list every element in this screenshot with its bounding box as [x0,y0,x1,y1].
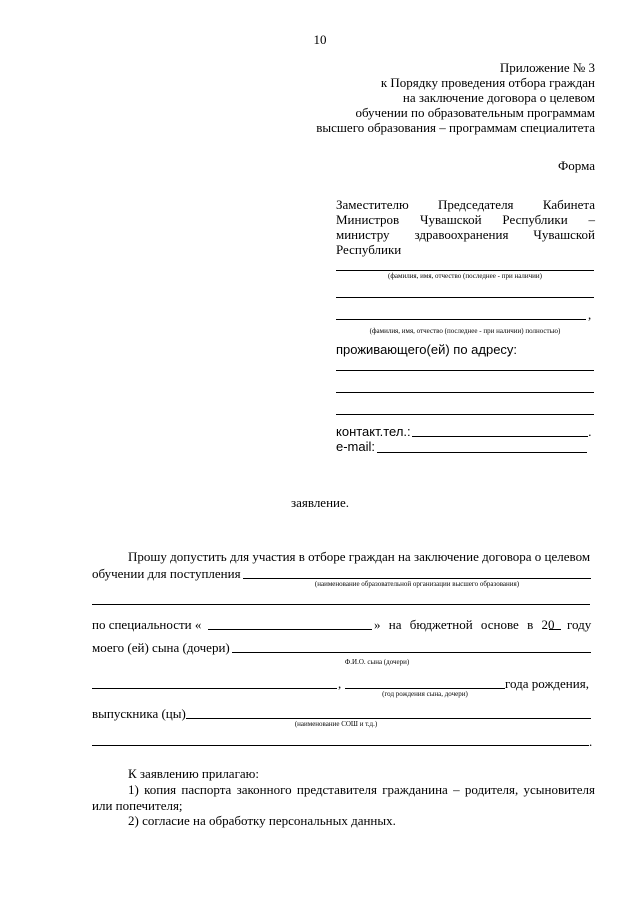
address-line-3[interactable] [336,414,594,415]
specialty-suffix: » на бюджетной основе в 20 [374,617,555,632]
addressee-line: Заместителю Председателя Кабинета [336,197,595,212]
organization-hint: (наименование образовательной организации высшего образования) [314,580,520,588]
organization-line[interactable] [243,578,591,579]
child-fio-hint: Ф.И.О. сына (дочери) [344,658,410,666]
fio-applicant-hint: (фамилия, имя, отчество (последнее - при наличии) полностью) [369,327,561,335]
addressee-line: министру здравоохранения Чувашской [336,227,595,242]
email-label: e-mail: [336,439,376,454]
end-dot: . [589,734,593,749]
school-line-2[interactable] [92,745,589,746]
child-label: моего (ей) сына (дочери) [92,640,230,655]
school-line[interactable] [186,718,591,719]
attachment-item-1-cont: или попечителя; [92,798,183,813]
appendix-line: обучении по образовательным программам [355,105,595,120]
addressee-line: Министров Чувашской Республики – [336,212,595,227]
applicant-fio-line-1[interactable] [336,297,594,298]
fio-minister-line[interactable] [336,270,594,271]
school-hint: (наименование СОШ и т.д.) [294,720,378,728]
form-label: Форма [558,158,595,173]
comma: , [588,307,592,322]
appendix-line: на заключение договора о целевом [402,90,595,105]
appendix-line: к Порядку проведения отбора граждан [380,75,595,90]
attachment-item-2: 2) согласие на обработку персональных данных. [128,813,396,828]
address-line-1[interactable] [336,370,594,371]
contact-phone-line[interactable] [412,436,588,437]
comma: , [338,676,342,691]
birth-year-line[interactable] [345,688,505,689]
birth-year-hint: (год рождения сына, дочери) [382,690,468,698]
residence-label: проживающего(ей) по адресу: [336,342,518,357]
appendix-line: Приложение № 3 [499,60,595,75]
child-fio-line[interactable] [232,652,591,653]
contact-dot: . [588,424,592,439]
applicant-fio-line-2[interactable] [336,319,586,320]
page-number: 10 [313,32,327,47]
email-line[interactable] [377,452,587,453]
birth-suffix: года рождения, [505,676,589,691]
appendix-line: высшего образования – программам специалитета [316,120,595,135]
address-line-2[interactable] [336,392,594,393]
specialty-prefix: по специальности « [92,617,202,632]
attachment-item-1: 1) копия паспорта законного представителя гражданина – родителя, усыновителя [128,782,595,797]
attachments-intro: К заявлению прилагаю: [128,766,260,781]
year-line[interactable] [549,629,561,630]
document-title: заявление. [290,495,350,510]
fio-minister-hint: (фамилия, имя, отчество (последнее - при наличии) [388,272,542,280]
request-text-line-2: обучении для поступления [92,566,241,581]
specialty-line[interactable] [208,629,372,630]
request-text-line-1: Прошу допустить для участия в отборе граждан на заключение договора о целевом [128,549,591,564]
graduate-label: выпускника (цы) [92,706,186,721]
contact-label: контакт.тел.: [336,424,411,439]
organization-line-2[interactable] [92,604,590,605]
addressee-line: Республики [336,242,402,257]
specialty-end: году [567,617,592,632]
child-fio-line-2[interactable] [92,688,337,689]
